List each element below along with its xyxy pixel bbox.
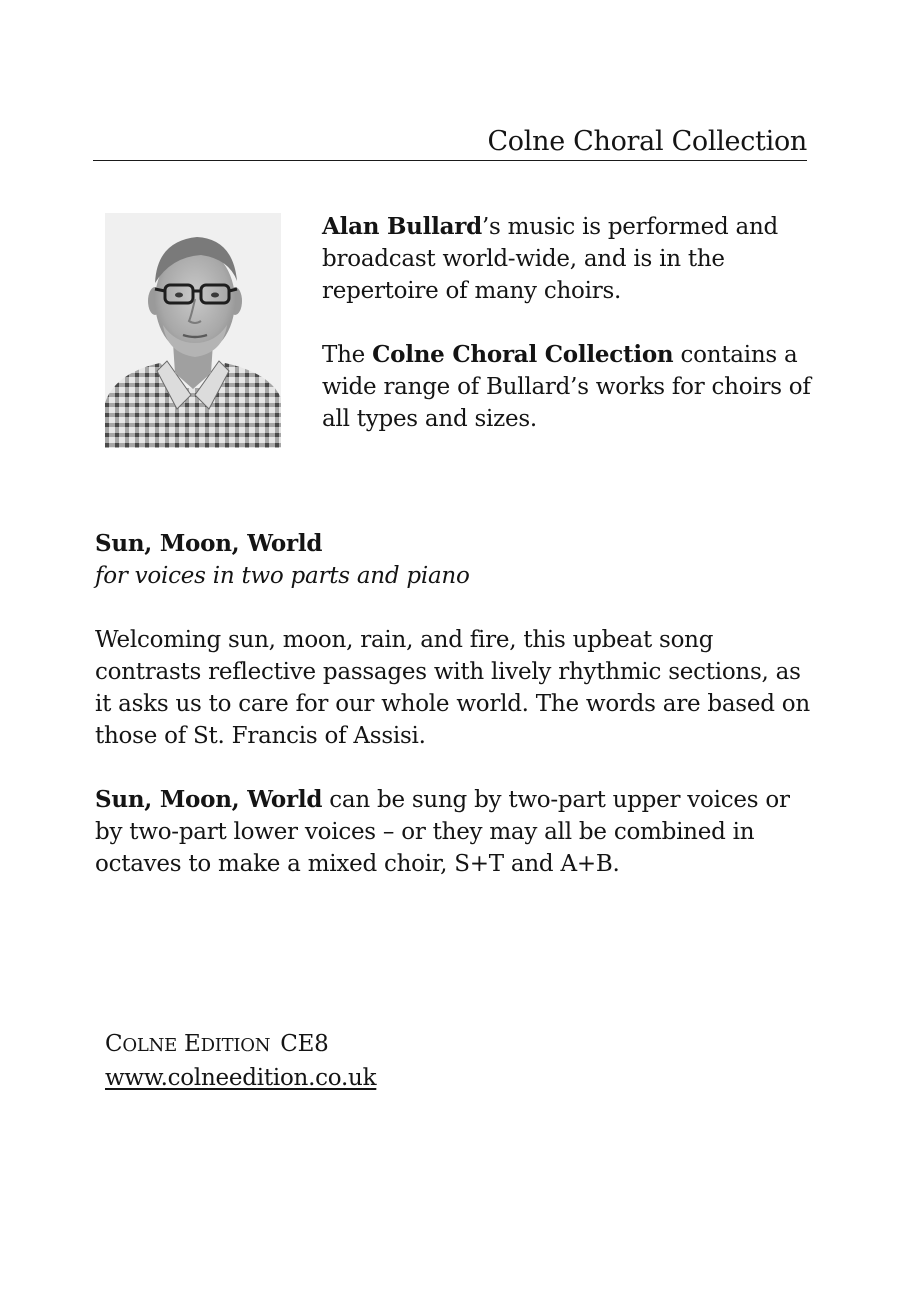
composer-bio [322,211,812,435]
publisher-name-olne: OLNE [122,1035,177,1056]
running-header [93,124,807,161]
publisher-line [105,1028,376,1062]
bio-paragraph-2 [322,339,812,435]
publisher-name-dition: DITION [200,1035,271,1056]
edition-code: CE8 [280,1031,329,1057]
collection-title: Colne Choral Collection [487,126,807,157]
work-voicing-text: can be sung by two-part upper voices or by two-part lower voices – or they may all be combined in octaves to make a mixed choir, S+T and A+B. [95,787,790,877]
website-link[interactable]: www.colneedition.co.uk [105,1065,377,1091]
work-description: Welcoming sun, moon, rain, and fire, this upbeat song contrasts reflective passages with lively rhythmic sections, as it asks us to care for our whole world. The words are based on those of St. Francis of Assisi. [95,627,810,749]
composer-name: Alan Bullard [322,213,482,240]
publisher-footer [105,1028,376,1094]
publisher-name-e: E [184,1031,201,1057]
work-voicing [95,784,815,880]
work-voicing-title: Sun, Moon, World [95,786,323,813]
work-title: Sun, Moon, World [95,530,323,557]
composer-photo [105,213,281,448]
work-section [95,528,815,880]
bio-paragraph-2-prefix: The [322,342,373,368]
collection-name: Colne Choral Collection [372,341,674,368]
work-subtitle: for voices in two parts and piano [95,563,470,589]
bio-paragraph-1 [322,211,812,307]
publisher-name-c: C [105,1031,123,1057]
bio-paragraph-2-text: contains a wide range of Bullard’s works for choirs of all types and sizes. [322,342,811,432]
bio-paragraph-1-text: ’s music is performed and broadcast world-wide, and is in the repertoire of many choirs. [322,214,778,304]
